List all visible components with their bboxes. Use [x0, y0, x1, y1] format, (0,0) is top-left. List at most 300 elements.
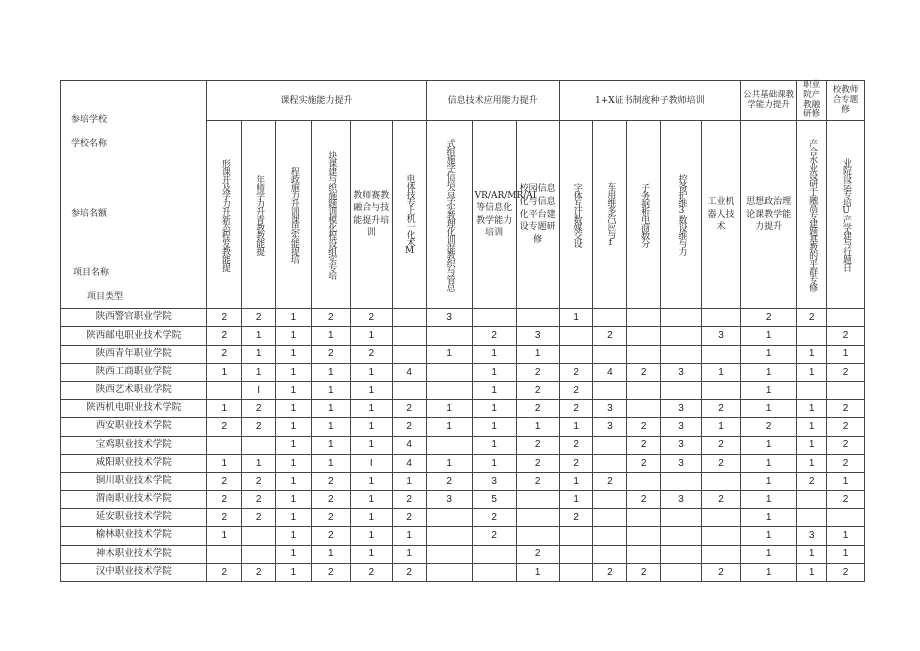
- quota-cell: 2: [516, 436, 559, 454]
- school-name-cell: 陕西青年职业学院: [61, 345, 207, 363]
- quota-cell: 2: [627, 454, 661, 472]
- quota-cell: 3: [661, 454, 702, 472]
- quota-cell: 1: [311, 400, 350, 418]
- project-header-label: 车用维多汽应与f: [605, 182, 616, 248]
- quota-cell: 1: [207, 527, 242, 545]
- group-header: 校教师合专题修: [826, 81, 864, 121]
- quota-cell: 2: [207, 418, 242, 436]
- quota-cell: [392, 327, 426, 345]
- quota-cell: 1: [311, 327, 350, 345]
- quota-cell: 1: [242, 327, 276, 345]
- quota-cell: 1: [826, 545, 864, 563]
- quota-cell: 1: [350, 418, 392, 436]
- quota-cell: 1: [797, 345, 827, 363]
- quota-cell: 3: [472, 472, 516, 490]
- project-header-label: 工业机器人技术: [707, 196, 735, 233]
- table-row: [61, 327, 865, 345]
- quota-cell: [426, 563, 472, 581]
- quota-cell: 1: [350, 363, 392, 381]
- quota-cell: 2: [702, 436, 741, 454]
- corner-label: 项目名称: [73, 268, 110, 278]
- quota-cell: 1: [276, 345, 312, 363]
- quota-cell: 2: [311, 309, 350, 327]
- project-header-label: 控备护维3数设维与力: [676, 174, 687, 256]
- quota-cell: 2: [242, 509, 276, 527]
- quota-cell: 2: [242, 309, 276, 327]
- quota-cell: 3: [426, 309, 472, 327]
- school-name-cell: 渭南职业技术学院: [61, 491, 207, 509]
- quota-cell: 1: [276, 545, 312, 563]
- quota-cell: [661, 545, 702, 563]
- quota-cell: [426, 381, 472, 399]
- quota-cell: 2: [207, 472, 242, 490]
- quota-cell: 3: [661, 418, 702, 436]
- project-header-cell: [627, 121, 661, 309]
- quota-cell: [797, 381, 827, 399]
- quota-cell: 1: [740, 381, 796, 399]
- quota-cell: 2: [242, 400, 276, 418]
- quota-cell: 2: [627, 563, 661, 581]
- quota-cell: 1: [276, 309, 312, 327]
- quota-cell: 1: [242, 363, 276, 381]
- project-header-label: 字体互计数媒交设: [571, 182, 582, 247]
- table-row: [61, 454, 865, 472]
- quota-cell: 1: [350, 472, 392, 490]
- quota-cell: [627, 400, 661, 418]
- quota-cell: [627, 527, 661, 545]
- table-row: [61, 345, 865, 363]
- quota-cell: [661, 527, 702, 545]
- quota-cell: 2: [516, 363, 559, 381]
- quota-cell: I: [350, 454, 392, 472]
- quota-cell: 2: [516, 400, 559, 418]
- quota-cell: 2: [207, 509, 242, 527]
- quota-cell: [661, 381, 702, 399]
- quota-cell: 2: [207, 345, 242, 363]
- school-name-cell: 陕西机电职业技术学院: [61, 400, 207, 418]
- quota-cell: 1: [350, 545, 392, 563]
- quota-cell: [559, 327, 593, 345]
- quota-cell: 1: [350, 400, 392, 418]
- quota-cell: 5: [472, 491, 516, 509]
- quota-cell: [702, 472, 741, 490]
- quota-cell: 2: [826, 363, 864, 381]
- quota-cell: [661, 472, 702, 490]
- quota-cell: [627, 509, 661, 527]
- quota-cell: I: [242, 381, 276, 399]
- project-header-cell: [740, 121, 796, 309]
- project-header-cell: [702, 121, 741, 309]
- group-header: 1+X证书制度种子教师培训: [559, 81, 740, 121]
- quota-cell: 4: [593, 363, 627, 381]
- quota-cell: [472, 309, 516, 327]
- quota-cell: 2: [740, 418, 796, 436]
- quota-cell: 1: [472, 400, 516, 418]
- quota-cell: 1: [311, 381, 350, 399]
- quota-cell: 1: [472, 381, 516, 399]
- quota-cell: 1: [392, 472, 426, 490]
- project-header-cell: [242, 121, 276, 309]
- quota-cell: 2: [242, 472, 276, 490]
- quota-cell: [627, 381, 661, 399]
- quota-cell: 2: [392, 400, 426, 418]
- quota-cell: 1: [311, 363, 350, 381]
- project-header-cell: [593, 121, 627, 309]
- quota-cell: 2: [702, 491, 741, 509]
- quota-cell: 1: [740, 472, 796, 490]
- school-name-cell: 延安职业技术学院: [61, 509, 207, 527]
- quota-cell: [242, 545, 276, 563]
- quota-cell: 1: [797, 454, 827, 472]
- project-header-label: 业院设运专培U产学建与行题日: [840, 158, 851, 272]
- project-header-cell: [826, 121, 864, 309]
- quota-cell: 1: [350, 381, 392, 399]
- project-header-cell: [559, 121, 593, 309]
- school-name-cell: 宝鸡职业技术学院: [61, 436, 207, 454]
- quota-cell: [627, 309, 661, 327]
- project-header-cell: [207, 121, 242, 309]
- project-header-label: 块课建与织施题训模化程设组实专培: [326, 150, 337, 279]
- quota-cell: 2: [559, 436, 593, 454]
- quota-cell: 2: [392, 509, 426, 527]
- table-row: [61, 418, 865, 436]
- quota-cell: [426, 363, 472, 381]
- quota-cell: [472, 545, 516, 563]
- quota-cell: [627, 327, 661, 345]
- quota-cell: 1: [426, 418, 472, 436]
- quota-cell: 2: [516, 381, 559, 399]
- quota-cell: 2: [311, 472, 350, 490]
- quota-cell: 2: [826, 454, 864, 472]
- project-header-cell: [276, 121, 312, 309]
- quota-cell: [797, 509, 827, 527]
- quota-cell: 2: [826, 418, 864, 436]
- quota-cell: 3: [661, 491, 702, 509]
- quota-cell: [627, 345, 661, 363]
- quota-cell: 1: [472, 345, 516, 363]
- corner-label: 参培学校: [71, 115, 108, 125]
- quota-cell: [702, 545, 741, 563]
- quota-cell: 1: [559, 418, 593, 436]
- quota-cell: [797, 491, 827, 509]
- quota-cell: [516, 309, 559, 327]
- quota-cell: 2: [740, 309, 796, 327]
- quota-cell: 1: [740, 491, 796, 509]
- school-name-cell: 神木职业技术学院: [61, 545, 207, 563]
- quota-cell: [426, 545, 472, 563]
- quota-cell: 2: [559, 363, 593, 381]
- quota-cell: 1: [276, 363, 312, 381]
- table-row: [61, 381, 865, 399]
- quota-cell: [702, 309, 741, 327]
- quota-cell: [593, 436, 627, 454]
- quota-cell: 1: [740, 363, 796, 381]
- table-row: [61, 563, 865, 581]
- quota-cell: 1: [207, 363, 242, 381]
- quota-cell: 1: [350, 436, 392, 454]
- quota-cell: 3: [661, 363, 702, 381]
- quota-cell: [702, 381, 741, 399]
- quota-cell: 1: [392, 527, 426, 545]
- quota-cell: 2: [627, 491, 661, 509]
- project-header-cell: [661, 121, 702, 309]
- quota-cell: [627, 472, 661, 490]
- quota-cell: [516, 509, 559, 527]
- quota-cell: 1: [276, 418, 312, 436]
- quota-cell: 1: [276, 527, 312, 545]
- quota-cell: 4: [392, 363, 426, 381]
- group-header: 课程实施能力提升: [207, 81, 426, 121]
- table-row: [61, 400, 865, 418]
- quota-cell: 1: [426, 345, 472, 363]
- quota-cell: 3: [426, 491, 472, 509]
- project-header-cell: [797, 121, 827, 309]
- quota-cell: 1: [797, 363, 827, 381]
- quota-cell: 1: [797, 563, 827, 581]
- quota-cell: 1: [516, 345, 559, 363]
- quota-cell: 1: [559, 472, 593, 490]
- quota-cell: 2: [593, 563, 627, 581]
- quota-cell: [593, 454, 627, 472]
- quota-cell: 2: [627, 436, 661, 454]
- quota-cell: [426, 509, 472, 527]
- table-row: [61, 436, 865, 454]
- quota-cell: 1: [559, 491, 593, 509]
- group-header: 信息技术应用能力提升: [426, 81, 559, 121]
- quota-cell: 1: [350, 491, 392, 509]
- quota-cell: 1: [702, 363, 741, 381]
- quota-cell: [593, 309, 627, 327]
- quota-cell: 2: [242, 418, 276, 436]
- quota-cell: [702, 527, 741, 545]
- quota-cell: 2: [392, 418, 426, 436]
- quota-cell: 1: [740, 400, 796, 418]
- quota-cell: 2: [392, 563, 426, 581]
- quota-cell: 2: [516, 545, 559, 563]
- quota-cell: 2: [593, 327, 627, 345]
- project-header-label: 电体技专上机一化术M: [404, 174, 415, 256]
- quota-cell: 1: [350, 509, 392, 527]
- quota-cell: 1: [207, 400, 242, 418]
- table-row: [61, 472, 865, 490]
- school-name-cell: 汉中职业技术学院: [61, 563, 207, 581]
- quota-cell: 1: [311, 418, 350, 436]
- quota-cell: [242, 436, 276, 454]
- quota-cell: 1: [350, 527, 392, 545]
- quota-cell: [516, 527, 559, 545]
- quota-cell: 2: [826, 436, 864, 454]
- quota-cell: 2: [350, 345, 392, 363]
- project-header-label: VR/AR/MR/AI等信息化教学能力培训: [474, 190, 537, 239]
- group-header: 公共基础课教学能力提升: [740, 81, 796, 121]
- quota-cell: [207, 436, 242, 454]
- table-row: [61, 309, 865, 327]
- project-header-cell: [311, 121, 350, 309]
- quota-cell: 2: [627, 363, 661, 381]
- quota-cell: 3: [702, 327, 741, 345]
- quota-cell: 1: [242, 345, 276, 363]
- quota-cell: 3: [593, 418, 627, 436]
- quota-cell: 1: [740, 527, 796, 545]
- quota-cell: 1: [516, 418, 559, 436]
- quota-cell: 2: [797, 309, 827, 327]
- quota-cell: 2: [627, 418, 661, 436]
- quota-cell: [702, 509, 741, 527]
- quota-cell: 2: [702, 563, 741, 581]
- quota-cell: 2: [826, 563, 864, 581]
- quota-cell: 1: [276, 381, 312, 399]
- quota-cell: 1: [740, 509, 796, 527]
- quota-cell: 1: [740, 454, 796, 472]
- quota-cell: 3: [593, 400, 627, 418]
- project-header-label: 式组施学信培合学实教理化训混教织与管总: [444, 138, 455, 291]
- project-header-cell: [472, 121, 537, 309]
- school-name-cell: 榆林职业技术学院: [61, 527, 207, 545]
- quota-cell: 2: [472, 327, 516, 345]
- quota-cell: [559, 527, 593, 545]
- quota-cell: [593, 491, 627, 509]
- quota-cell: 2: [242, 563, 276, 581]
- school-name-cell: 西安职业技术学院: [61, 418, 207, 436]
- quota-cell: 1: [826, 345, 864, 363]
- quota-cell: 1: [740, 545, 796, 563]
- quota-cell: 2: [516, 472, 559, 490]
- quota-cell: [661, 309, 702, 327]
- quota-cell: [826, 309, 864, 327]
- quota-cell: [426, 327, 472, 345]
- quota-cell: 3: [661, 400, 702, 418]
- quota-cell: 2: [392, 491, 426, 509]
- quota-cell: 1: [797, 545, 827, 563]
- quota-cell: 2: [311, 527, 350, 545]
- quota-cell: 2: [472, 509, 516, 527]
- quota-cell: 3: [797, 527, 827, 545]
- school-name-cell: 陕西邮电职业技术学院: [61, 327, 207, 345]
- quota-cell: 1: [702, 418, 741, 436]
- quota-cell: [826, 381, 864, 399]
- quota-cell: 1: [740, 327, 796, 345]
- quota-cell: [472, 563, 516, 581]
- quota-cell: [661, 345, 702, 363]
- quota-cell: [392, 381, 426, 399]
- quota-cell: [593, 527, 627, 545]
- quota-cell: 2: [559, 454, 593, 472]
- quota-cell: 2: [242, 491, 276, 509]
- project-header-label: 子务据析电商数分: [639, 182, 650, 247]
- quota-cell: 2: [311, 509, 350, 527]
- quota-cell: 2: [826, 491, 864, 509]
- quota-cell: 1: [826, 472, 864, 490]
- quota-cell: 1: [276, 472, 312, 490]
- quota-cell: [426, 436, 472, 454]
- corner-label: 参培名额: [71, 209, 108, 219]
- project-header-label: 产合水业设研于融高专建题基教的平群专修: [807, 138, 818, 291]
- quota-cell: [207, 381, 242, 399]
- quota-cell: 1: [276, 491, 312, 509]
- quota-cell: [516, 491, 559, 509]
- quota-cell: [593, 345, 627, 363]
- school-name-cell: 陕西艺术职业学院: [61, 381, 207, 399]
- quota-cell: 2: [311, 491, 350, 509]
- quota-cell: [593, 545, 627, 563]
- quota-cell: 1: [276, 436, 312, 454]
- quota-cell: 1: [797, 418, 827, 436]
- corner-label: 学校名称: [71, 139, 108, 149]
- quota-cell: 2: [797, 472, 827, 490]
- header-corner-cell: [61, 81, 207, 309]
- quota-cell: 1: [350, 327, 392, 345]
- quota-cell: 3: [516, 327, 559, 345]
- quota-cell: 1: [740, 436, 796, 454]
- quota-cell: 1: [426, 454, 472, 472]
- group-header: 职业院产教融研修: [797, 81, 827, 121]
- quota-cell: [559, 563, 593, 581]
- quota-cell: [559, 345, 593, 363]
- quota-cell: 4: [392, 436, 426, 454]
- project-header-cell: [392, 121, 426, 309]
- quota-cell: [661, 327, 702, 345]
- table-row: [61, 491, 865, 509]
- quota-cell: 1: [472, 418, 516, 436]
- quota-cell: [661, 509, 702, 527]
- quota-cell: 2: [350, 309, 392, 327]
- quota-cell: 2: [559, 381, 593, 399]
- quota-cell: 2: [559, 400, 593, 418]
- quota-cell: [593, 509, 627, 527]
- quota-cell: 2: [207, 563, 242, 581]
- quota-cell: 1: [472, 436, 516, 454]
- project-header-cell: [426, 121, 472, 309]
- project-header-label: 程政施力升训课思实能提培: [288, 166, 299, 263]
- quota-cell: 2: [826, 400, 864, 418]
- school-name-cell: 陕西警官职业学院: [61, 309, 207, 327]
- quota-cell: 1: [311, 436, 350, 454]
- quota-cell: [593, 381, 627, 399]
- quota-cell: [826, 509, 864, 527]
- quota-cell: 2: [702, 454, 741, 472]
- quota-cell: 2: [426, 472, 472, 490]
- quota-cell: 2: [207, 309, 242, 327]
- quota-cell: 2: [207, 491, 242, 509]
- quota-cell: 1: [276, 509, 312, 527]
- quota-cell: 4: [392, 454, 426, 472]
- quota-cell: 2: [311, 563, 350, 581]
- school-name-cell: 咸阳职业技术学院: [61, 454, 207, 472]
- quota-cell: [661, 563, 702, 581]
- project-header-label: 校园信息化与信息化平台建设专题研修: [519, 184, 556, 245]
- quota-cell: 1: [276, 563, 312, 581]
- project-header-label: 思想政治理论课教学能力提升: [746, 196, 792, 233]
- quota-cell: 1: [276, 454, 312, 472]
- quota-cell: 1: [740, 563, 796, 581]
- quota-cell: 1: [426, 400, 472, 418]
- quota-cell: [559, 545, 593, 563]
- quota-cell: 1: [207, 454, 242, 472]
- quota-cell: 1: [740, 345, 796, 363]
- header-group-row: [61, 81, 865, 121]
- quota-cell: 1: [826, 527, 864, 545]
- quota-cell: [392, 309, 426, 327]
- quota-cell: 1: [311, 454, 350, 472]
- quota-cell: [207, 545, 242, 563]
- quota-cell: 1: [797, 436, 827, 454]
- table-row: [61, 363, 865, 381]
- quota-cell: 2: [472, 527, 516, 545]
- quota-cell: [426, 527, 472, 545]
- quota-cell: 2: [516, 454, 559, 472]
- quota-cell: 2: [593, 472, 627, 490]
- school-name-cell: 铜川职业技术学院: [61, 472, 207, 490]
